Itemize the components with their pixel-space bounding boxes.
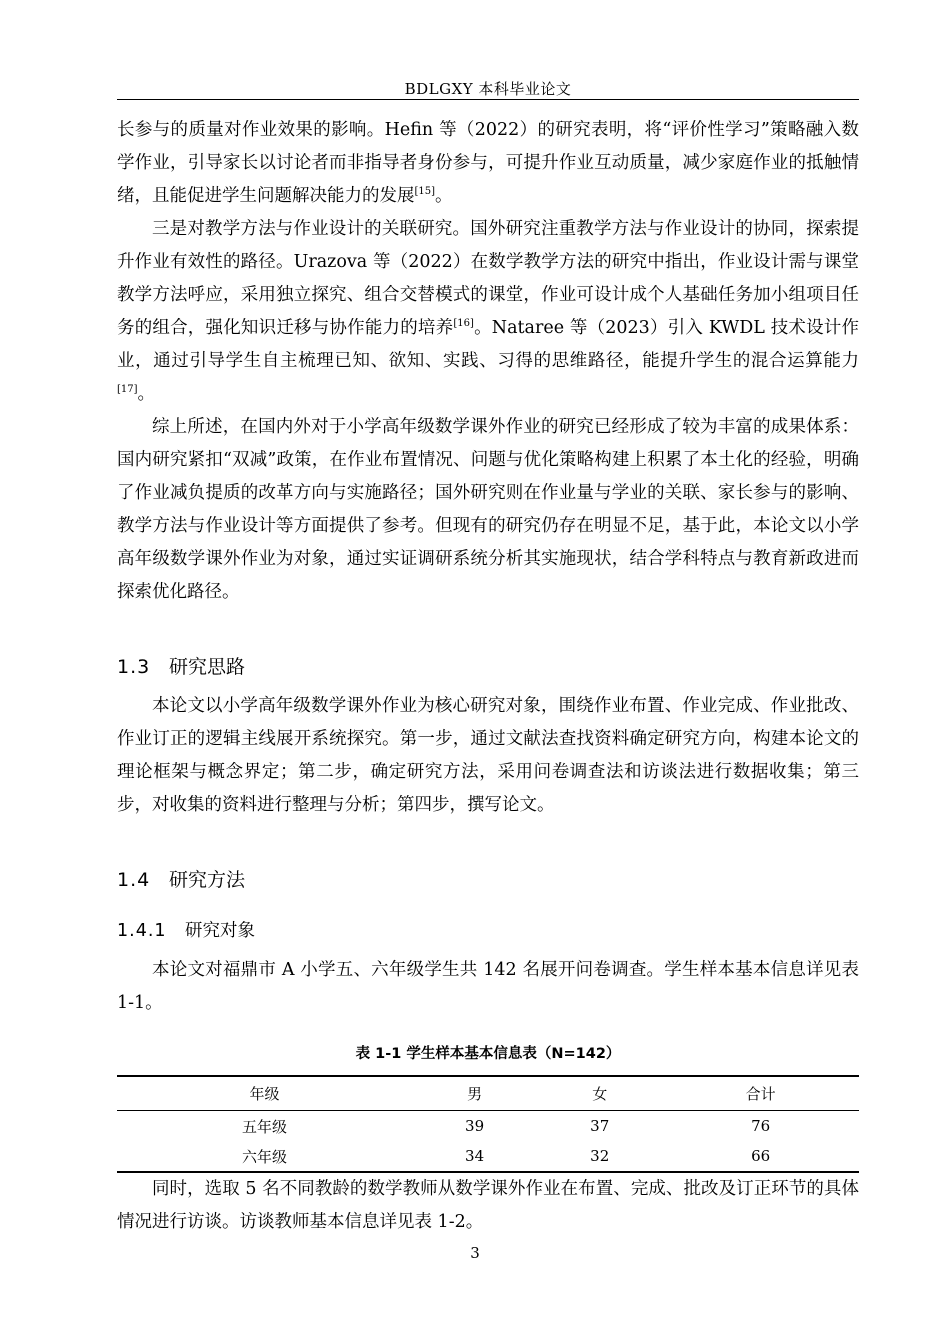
- running-header: BDLGXY 本科毕业论文: [404, 80, 572, 98]
- student-sample-table: [117, 1075, 859, 1173]
- paragraph-tail: 。: [435, 186, 453, 206]
- subsection-heading-1-4-1: [117, 915, 859, 948]
- table-row: [117, 1141, 859, 1172]
- citation-16: [16]: [453, 318, 474, 330]
- header-rule: [117, 99, 859, 100]
- page-body: [117, 114, 859, 1239]
- table-cell: 34: [412, 1141, 537, 1172]
- page-number: 3: [470, 1244, 480, 1262]
- table-cell: 五年级: [242, 1117, 288, 1136]
- paragraph-text: 长参与的质量对作业效果的影响。Hefin 等（2022）的研究表明，将“评价性学习”策略融入数学作业，引导家长以讨论者而非指导者身份参与，可提升作业互动质量，减少家庭作业的抵触情绪，且能促进学生问题解决能力的发展: [117, 120, 859, 206]
- paragraph-text: 。Nataree 等（2023）引入 KWDL 技术设计作业，通过引导学生自主梳理已知、欲知、实践、习得的思维路径，能提升学生的混合运算能力: [117, 318, 860, 371]
- paragraph-summary: 综上所述，在国内外对于小学高年级数学课外作业的研究已经形成了较为丰富的成果体系：国内研究紧扣“双减”政策，在作业布置情况、问题与优化策略构建上积累了本土化的经验，明确了作业减负提质的改革方向与实施路径；国外研究则在作业量与学业的关联、家长参与的影响、教学方法与作业设计等方面提供了参考。但现有的研究仍存在明显不足，基于此，本论文以小学高年级数学课外作业为对象，通过实证调研系统分析其实施现状，结合学科特点与教育新政进而探索优化路径。: [117, 417, 859, 602]
- table-cell: 66: [662, 1141, 859, 1172]
- section-title: 研究方法: [169, 869, 246, 891]
- citation-17: [17]: [117, 384, 138, 396]
- paragraph-text: 三是对教学方法与作业设计的关联研究。国外研究注重教学方法与作业设计的协同，探索提升作业有效性的路径。Urazova 等（2022）在数学教学方法的研究中指出，作业设计需与课堂教学方法呼应，采用独立探究、组合交替模式的课堂，作业可设计成个人基础任务加小组项目任务的组合，强化知识迁移与协作能力的培养: [117, 219, 859, 338]
- table-caption: 表 1-1 学生样本基本信息表（N=142）: [355, 1046, 621, 1062]
- table-header-cell: 年级: [117, 1076, 412, 1111]
- section-title: 研究思路: [169, 656, 246, 678]
- table-header-cell: 合计: [662, 1076, 859, 1111]
- paragraph-tail: 。: [137, 384, 156, 404]
- section-title: 研究对象: [185, 921, 255, 941]
- section-number: 1.4: [117, 869, 151, 891]
- table-cell: 32: [537, 1141, 662, 1172]
- table-header-cell: 男: [412, 1076, 537, 1111]
- paragraph-research-approach: 本论文以小学高年级数学课外作业为核心研究对象，围绕作业布置、作业完成、作业批改、作业订正的逻辑主线展开系统探究。第一步，通过文献法查找资料确定研究方向，构建本论文的理论框架与概念界定；第二步，确定研究方法，采用问卷调查法和访谈法进行数据收集；第三步，对收集的资料进行整理与分析；第四步，撰写论文。: [117, 696, 859, 815]
- citation-15: [15]: [414, 186, 436, 198]
- table-header-cell: 女: [537, 1076, 662, 1111]
- table-header-row: [117, 1076, 859, 1111]
- section-number: 1.3: [117, 656, 151, 678]
- section-heading-1-3: [117, 651, 859, 684]
- table-cell: 76: [751, 1117, 771, 1135]
- table-cell: 37: [590, 1117, 610, 1135]
- paragraph-method-design: [117, 213, 859, 411]
- table-cell: 39: [465, 1117, 485, 1135]
- paragraph-research-subjects: 本论文对福鼎市 A 小学五、六年级学生共 142 名展开问卷调查。学生样本基本信息详见表 1-1。: [117, 960, 859, 1013]
- table-row: [117, 1111, 859, 1142]
- paragraph-continuation: [117, 114, 859, 213]
- section-number: 1.4.1: [117, 921, 167, 941]
- section-heading-1-4: [117, 864, 859, 897]
- table-cell: 六年级: [117, 1141, 412, 1172]
- paragraph-teacher-interviews: 同时，选取 5 名不同教龄的数学教师从数学课外作业在布置、完成、批改及订正环节的具体情况进行访谈。访谈教师基本信息详见表 1-2。: [117, 1179, 859, 1232]
